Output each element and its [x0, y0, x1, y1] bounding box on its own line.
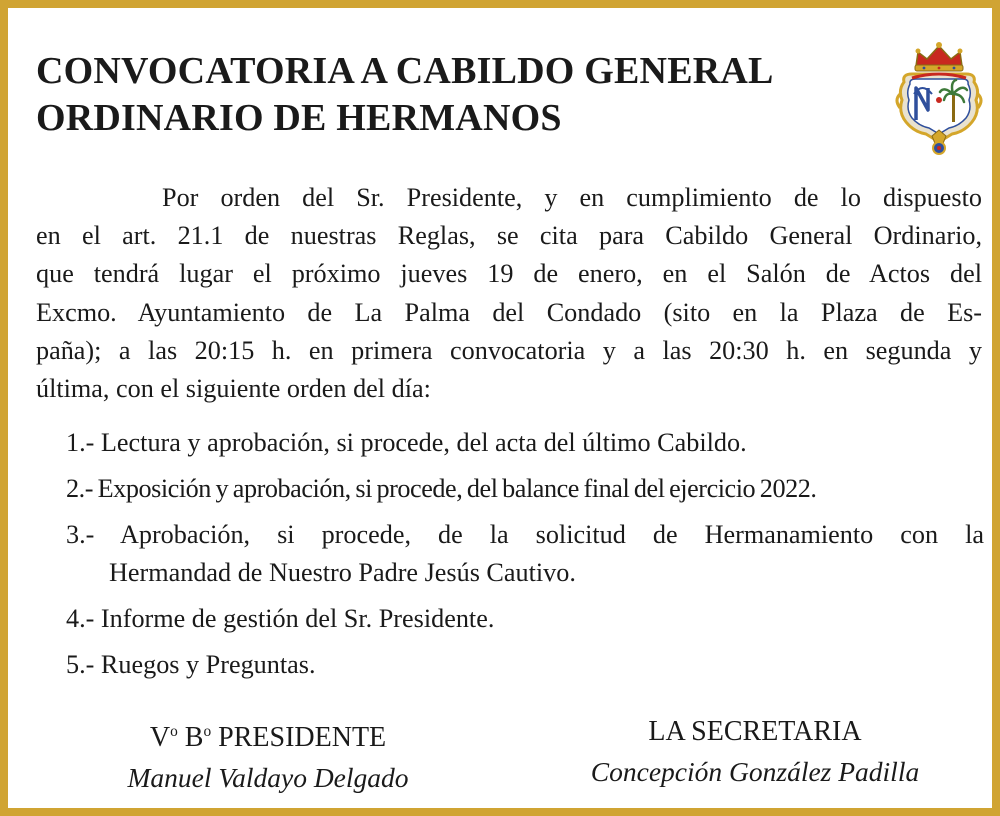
convocation-paragraph	[36, 179, 982, 408]
agenda-item-text: Ruegos y Preguntas.	[100, 650, 316, 679]
signature-secretary	[528, 712, 982, 792]
signature-role: $V^o$ $B^o$ PRESIDENTE	[149, 722, 387, 753]
agenda-item	[66, 600, 984, 638]
agenda-item-number: 3.-	[66, 520, 95, 549]
title-line-1: CONVOCATORIA A CABILDO GENERAL	[36, 50, 774, 92]
agenda-item-number: 2.-	[66, 474, 94, 503]
paragraph-line: última, con el siguiente orden del día:	[36, 374, 431, 404]
paragraph-line: que tendrá lugar el próximo jueves 19 de enero, en el Salón de Actos del	[36, 259, 982, 289]
signature-name: Manuel Valdayo Delgado	[127, 762, 409, 793]
signature-president	[48, 712, 488, 798]
signature-name: Concepción González Padilla	[590, 756, 920, 787]
agenda-item-text: Informe de gestión del Sr. Presidente.	[100, 604, 495, 633]
paragraph-line: paña); a las 20:15 h. en primera convocatoria y a las 20:30 h. en segunda y	[36, 335, 982, 365]
signature-role: LA SECRETARIA	[648, 716, 862, 747]
medal-icon	[932, 130, 946, 154]
agenda-item-text: Lectura y aprobación, si procede, del acta del último Cabildo.	[100, 428, 747, 457]
page-title	[36, 48, 856, 142]
agenda-item	[66, 646, 984, 684]
crown-icon	[915, 42, 963, 71]
agenda-item	[66, 424, 984, 462]
paragraph-line: Por orden del Sr. Presidente, y en cumplimiento de lo dispuesto	[162, 183, 982, 212]
agenda-item-text: Aprobación, si procede, de la solicitud de Hermanamiento con la	[119, 520, 984, 549]
agenda-item	[66, 516, 984, 592]
agenda-item-number: 1.-	[66, 428, 95, 457]
paragraph-line: en el art. 21.1 de nuestras Reglas, se cita para Cabildo General Ordinario,	[36, 221, 982, 251]
brotherhood-crest-icon	[894, 38, 984, 156]
agenda-item-number: 5.-	[66, 650, 95, 679]
agenda-list	[66, 424, 984, 692]
agenda-item-text: Exposición y aprobación, si procede, del balance final del ejercicio 2022.	[97, 474, 817, 503]
agenda-item	[66, 470, 984, 508]
agenda-item-continuation: Hermandad de Nuestro Padre Jesús Cautivo.	[109, 558, 576, 587]
agenda-item-number: 4.-	[66, 604, 95, 633]
title-line-2: ORDINARIO DE HERMANOS	[36, 97, 562, 139]
paragraph-line: Excmo. Ayuntamiento de La Palma del Condado (sito en la Plaza de Es-	[36, 297, 982, 327]
